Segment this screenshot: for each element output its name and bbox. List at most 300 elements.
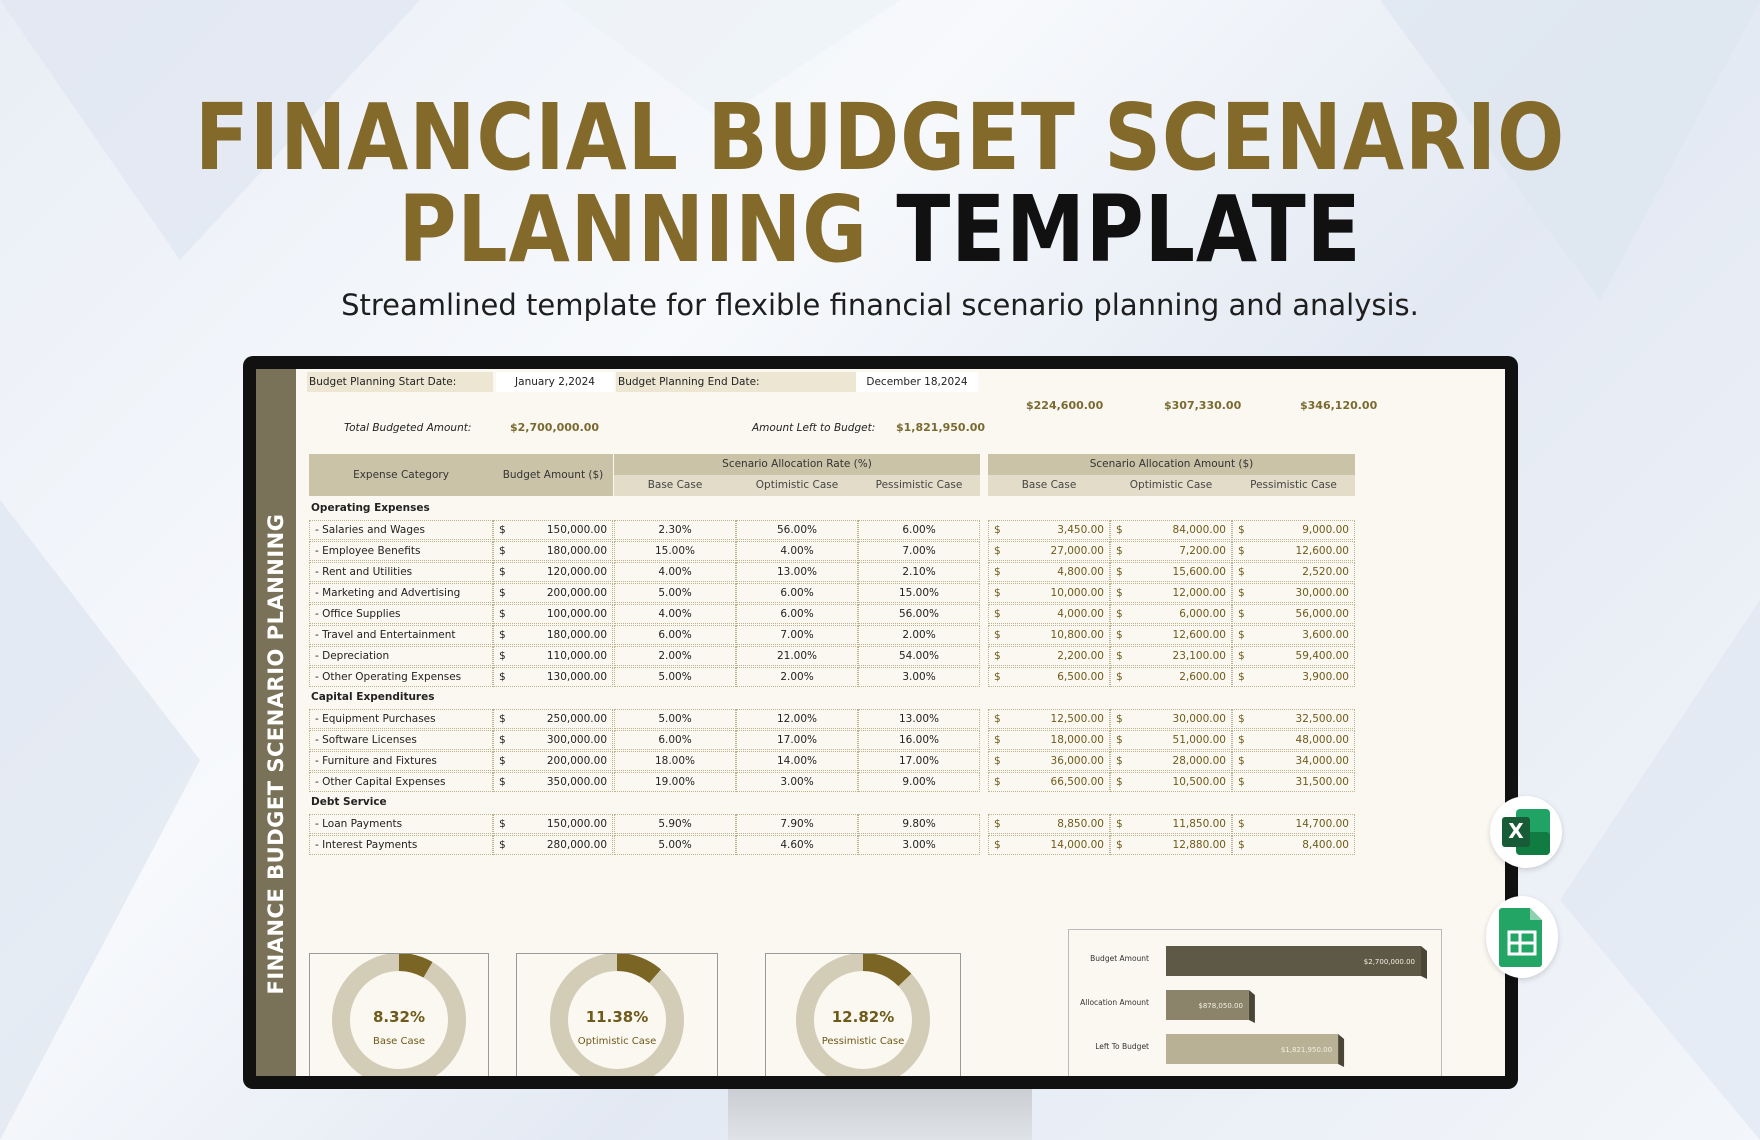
bar-category-label: Allocation Amount xyxy=(1080,998,1149,1007)
amount-cell[interactable] xyxy=(988,667,1110,687)
currency-symbol: $ xyxy=(1116,650,1123,662)
rate-cell[interactable]: 15.00% xyxy=(614,541,736,561)
amount-cell[interactable] xyxy=(1110,562,1232,582)
bar-depth xyxy=(1421,946,1427,979)
bar-depth xyxy=(1249,990,1255,1023)
rate-cell[interactable]: 4.00% xyxy=(736,541,858,561)
amount-cell[interactable] xyxy=(988,709,1110,729)
rate-cell[interactable]: 5.90% xyxy=(614,814,736,834)
amount-value: 2,600.00 xyxy=(1179,671,1226,683)
currency-symbol: $ xyxy=(1238,671,1245,683)
currency-symbol: $ xyxy=(1116,776,1123,788)
rate-cell[interactable]: 5.00% xyxy=(614,583,736,603)
amount-value: 11,850.00 xyxy=(1172,818,1226,830)
rate-cell[interactable]: 5.00% xyxy=(614,709,736,729)
side-title: FINANCE BUDGET SCENARIO PLANNING xyxy=(264,513,288,995)
currency-symbol: $ xyxy=(499,755,506,767)
amount-cell[interactable] xyxy=(1110,667,1232,687)
currency-symbol: $ xyxy=(994,629,1001,641)
header-expense-category: Expense Category xyxy=(309,454,493,496)
currency-symbol: $ xyxy=(1238,629,1245,641)
amount-cell[interactable] xyxy=(1110,583,1232,603)
expense-name-cell[interactable]: - Equipment Purchases xyxy=(309,709,493,729)
table-row[interactable] xyxy=(256,814,1356,835)
amount-value: 31,500.00 xyxy=(1295,776,1349,788)
amount-cell[interactable] xyxy=(1232,814,1355,834)
title-black: TEMPLATE xyxy=(896,176,1362,283)
expense-name-cell[interactable]: - Office Supplies xyxy=(309,604,493,624)
currency-symbol: $ xyxy=(1116,818,1123,830)
expense-name-cell[interactable]: - Interest Payments xyxy=(309,835,493,855)
currency-symbol: $ xyxy=(1116,734,1123,746)
rate-cell[interactable]: 9.00% xyxy=(858,772,980,792)
monitor xyxy=(243,356,1518,1089)
amount-value: 51,000.00 xyxy=(1172,734,1226,746)
amount-cell[interactable] xyxy=(493,709,613,729)
rate-cell[interactable]: 4.00% xyxy=(614,604,736,624)
currency-symbol: $ xyxy=(1238,713,1245,725)
amount-value: 3,600.00 xyxy=(1302,629,1349,641)
expense-name-cell[interactable]: - Software Licenses xyxy=(309,730,493,750)
donut-percent: 8.32% xyxy=(372,1008,426,1026)
table-row[interactable] xyxy=(256,583,1356,604)
rate-cell[interactable]: 3.00% xyxy=(858,835,980,855)
header-budget-amount: Budget Amount ($) xyxy=(493,454,613,496)
amount-value: 15,600.00 xyxy=(1172,566,1226,578)
amount-cell[interactable] xyxy=(493,604,613,624)
amount-cell[interactable] xyxy=(1232,835,1355,855)
currency-symbol: $ xyxy=(994,545,1001,557)
rate-cell[interactable]: 5.00% xyxy=(614,667,736,687)
currency-symbol: $ xyxy=(499,566,506,578)
amount-value: 6,000.00 xyxy=(1179,608,1226,620)
start-date-value[interactable]: January 2,2024 xyxy=(496,372,614,392)
table-row[interactable] xyxy=(256,604,1356,625)
section-title: Debt Service xyxy=(311,796,387,808)
amount-cell[interactable] xyxy=(493,730,613,750)
rate-cell[interactable]: 12.00% xyxy=(736,709,858,729)
amount-cell[interactable] xyxy=(493,772,613,792)
rate-cell[interactable]: 6.00% xyxy=(614,625,736,645)
rate-cell[interactable]: 2.00% xyxy=(858,625,980,645)
currency-symbol: $ xyxy=(1238,545,1245,557)
bar-value-label: $1,821,950.00 xyxy=(1280,1046,1333,1054)
amount-cell[interactable] xyxy=(1232,646,1355,666)
table-row[interactable] xyxy=(256,541,1356,562)
amount-value: 59,400.00 xyxy=(1295,650,1349,662)
donut-card xyxy=(309,953,489,1076)
currency-symbol: $ xyxy=(1238,650,1245,662)
amount-cell[interactable] xyxy=(1232,709,1355,729)
amount-value: 180,000.00 xyxy=(546,629,607,641)
rate-cell[interactable]: 14.00% xyxy=(736,751,858,771)
amount-value: 56,000.00 xyxy=(1295,608,1349,620)
amount-cell[interactable] xyxy=(1110,646,1232,666)
currency-symbol: $ xyxy=(499,608,506,620)
donut-label: Pessimistic Case xyxy=(821,1036,905,1047)
amount-cell[interactable] xyxy=(493,751,613,771)
expense-name-cell[interactable]: - Other Operating Expenses xyxy=(309,667,493,687)
bar-chart-svg xyxy=(1069,930,1441,1076)
bar-depth xyxy=(1338,1034,1344,1067)
currency-symbol: $ xyxy=(1116,587,1123,599)
amount-cell[interactable] xyxy=(988,583,1110,603)
currency-symbol: $ xyxy=(1238,818,1245,830)
currency-symbol: $ xyxy=(1116,629,1123,641)
amount-value: 200,000.00 xyxy=(546,587,607,599)
header-rate-base: Base Case xyxy=(614,475,736,496)
rate-cell[interactable]: 54.00% xyxy=(858,646,980,666)
amount-value: 10,000.00 xyxy=(1050,587,1104,599)
amount-cell[interactable] xyxy=(1232,604,1355,624)
currency-symbol: $ xyxy=(1238,566,1245,578)
amount-cell[interactable] xyxy=(988,646,1110,666)
currency-symbol: $ xyxy=(1116,545,1123,557)
amount-value: 8,400.00 xyxy=(1302,839,1349,851)
currency-symbol: $ xyxy=(1116,713,1123,725)
amount-value: 130,000.00 xyxy=(546,671,607,683)
rate-cell[interactable]: 7.00% xyxy=(736,625,858,645)
donut-label: Optimistic Case xyxy=(577,1036,657,1047)
donut-chart xyxy=(766,954,960,1076)
end-date-value[interactable]: December 18,2024 xyxy=(856,372,978,392)
amount-value: 100,000.00 xyxy=(546,608,607,620)
rate-cell[interactable]: 9.80% xyxy=(858,814,980,834)
currency-symbol: $ xyxy=(499,839,506,851)
header-allocation-rate: Scenario Allocation Rate (%) xyxy=(614,454,980,475)
amount-cell[interactable] xyxy=(1110,730,1232,750)
currency-symbol: $ xyxy=(994,818,1001,830)
amount-value: 12,600.00 xyxy=(1295,545,1349,557)
currency-symbol: $ xyxy=(1116,671,1123,683)
table-row[interactable] xyxy=(256,709,1356,730)
header-rate-optimistic: Optimistic Case xyxy=(736,475,858,496)
table-row[interactable] xyxy=(256,751,1356,772)
currency-symbol: $ xyxy=(1238,776,1245,788)
amount-value: 150,000.00 xyxy=(546,524,607,536)
hero-header xyxy=(0,84,1760,322)
amount-value: 3,450.00 xyxy=(1057,524,1104,536)
end-date-label: Budget Planning End Date: xyxy=(616,372,856,392)
expense-name-cell[interactable]: - Salaries and Wages xyxy=(309,520,493,540)
currency-symbol: $ xyxy=(994,587,1001,599)
currency-symbol: $ xyxy=(994,734,1001,746)
amount-value: 300,000.00 xyxy=(546,734,607,746)
rate-cell[interactable]: 15.00% xyxy=(858,583,980,603)
currency-symbol: $ xyxy=(1116,839,1123,851)
amount-cell[interactable] xyxy=(1110,520,1232,540)
amount-cell[interactable] xyxy=(1110,625,1232,645)
amount-value: 280,000.00 xyxy=(546,839,607,851)
amount-cell[interactable] xyxy=(988,625,1110,645)
amount-cell[interactable] xyxy=(493,562,613,582)
amount-value: 84,000.00 xyxy=(1172,524,1226,536)
rate-cell[interactable]: 6.00% xyxy=(736,604,858,624)
currency-symbol: $ xyxy=(499,713,506,725)
amount-value: 12,500.00 xyxy=(1050,713,1104,725)
amount-value: 12,880.00 xyxy=(1172,839,1226,851)
expense-name-cell[interactable]: - Other Capital Expenses xyxy=(309,772,493,792)
amount-cell[interactable] xyxy=(988,604,1110,624)
amount-cell[interactable] xyxy=(1232,772,1355,792)
title-line1: FINANCIAL BUDGET SCENARIO xyxy=(194,84,1566,191)
rate-cell[interactable]: 56.00% xyxy=(858,604,980,624)
amount-cell[interactable] xyxy=(1110,604,1232,624)
amount-cell[interactable] xyxy=(1232,667,1355,687)
spreadsheet-screen xyxy=(256,369,1505,1076)
donut-chart xyxy=(310,954,488,1076)
amount-cell[interactable] xyxy=(493,667,613,687)
amount-cell[interactable] xyxy=(1232,625,1355,645)
monitor-stand xyxy=(728,1085,1032,1140)
rate-cell[interactable]: 2.30% xyxy=(614,520,736,540)
amount-value: 3,900.00 xyxy=(1302,671,1349,683)
donut-card xyxy=(765,953,961,1076)
rate-cell[interactable]: 2.00% xyxy=(614,646,736,666)
currency-symbol: $ xyxy=(994,524,1001,536)
rate-cell[interactable]: 18.00% xyxy=(614,751,736,771)
amount-value: 10,500.00 xyxy=(1172,776,1226,788)
currency-symbol: $ xyxy=(994,671,1001,683)
rate-cell[interactable]: 6.00% xyxy=(614,730,736,750)
rate-cell[interactable]: 5.00% xyxy=(614,835,736,855)
amount-value: 12,000.00 xyxy=(1172,587,1226,599)
currency-symbol: $ xyxy=(994,839,1001,851)
amount-cell[interactable] xyxy=(1110,541,1232,561)
currency-symbol: $ xyxy=(994,566,1001,578)
amount-value: 7,200.00 xyxy=(1179,545,1226,557)
amount-cell[interactable] xyxy=(493,646,613,666)
table-row[interactable] xyxy=(256,646,1356,667)
rate-cell[interactable]: 6.00% xyxy=(858,520,980,540)
amount-value: 32,500.00 xyxy=(1295,713,1349,725)
rate-cell[interactable]: 2.00% xyxy=(736,667,858,687)
currency-symbol: $ xyxy=(994,776,1001,788)
amount-cell[interactable] xyxy=(1232,541,1355,561)
amount-cell[interactable] xyxy=(1232,520,1355,540)
bar-value-label: $878,050.00 xyxy=(1198,1002,1243,1010)
currency-symbol: $ xyxy=(1238,755,1245,767)
svg-text:X: X xyxy=(1508,819,1524,843)
currency-symbol: $ xyxy=(994,650,1001,662)
amount-cell[interactable] xyxy=(493,541,613,561)
currency-symbol: $ xyxy=(1238,524,1245,536)
rate-cell[interactable]: 7.90% xyxy=(736,814,858,834)
amount-value: 36,000.00 xyxy=(1050,755,1104,767)
currency-symbol: $ xyxy=(499,587,506,599)
currency-symbol: $ xyxy=(499,629,506,641)
table-row[interactable] xyxy=(256,625,1356,646)
rate-cell[interactable]: 3.00% xyxy=(736,772,858,792)
amount-value: 14,700.00 xyxy=(1295,818,1349,830)
amount-value: 34,000.00 xyxy=(1295,755,1349,767)
bar-category-label: Budget Amount xyxy=(1090,954,1149,963)
amount-cell[interactable] xyxy=(1110,709,1232,729)
total-budgeted-label: Total Budgeted Amount: xyxy=(344,422,472,434)
rate-cell[interactable]: 4.00% xyxy=(614,562,736,582)
amount-cell[interactable] xyxy=(988,772,1110,792)
section-title: Capital Expenditures xyxy=(311,691,435,703)
currency-symbol: $ xyxy=(499,524,506,536)
bar-value-label: $2,700,000.00 xyxy=(1363,958,1415,966)
header-allocation-amount: Scenario Allocation Amount ($) xyxy=(988,454,1355,475)
amount-value: 48,000.00 xyxy=(1295,734,1349,746)
title-line2 xyxy=(123,176,1637,283)
amount-cell[interactable] xyxy=(493,835,613,855)
expense-name-cell[interactable]: - Furniture and Fixtures xyxy=(309,751,493,771)
amount-cell[interactable] xyxy=(988,520,1110,540)
amount-value: 2,200.00 xyxy=(1057,650,1104,662)
amount-cell[interactable] xyxy=(1232,562,1355,582)
currency-symbol: $ xyxy=(499,650,506,662)
amount-value: 150,000.00 xyxy=(546,818,607,830)
currency-symbol: $ xyxy=(499,671,506,683)
amount-value: 8,850.00 xyxy=(1057,818,1104,830)
rate-cell[interactable]: 3.00% xyxy=(858,667,980,687)
table-row[interactable] xyxy=(256,835,1356,856)
subtitle: Streamlined template for flexible financial scenario planning and analysis. xyxy=(341,288,1419,322)
currency-symbol: $ xyxy=(994,755,1001,767)
rate-cell[interactable]: 13.00% xyxy=(858,709,980,729)
amount-cell[interactable] xyxy=(1110,835,1232,855)
donut-percent: 11.38% xyxy=(585,1008,649,1026)
table-row[interactable] xyxy=(256,730,1356,751)
excel-badge[interactable] xyxy=(1490,796,1562,868)
rate-cell[interactable]: 16.00% xyxy=(858,730,980,750)
title-gold: PLANNING xyxy=(398,176,868,283)
rate-cell[interactable]: 17.00% xyxy=(736,730,858,750)
amount-value: 18,000.00 xyxy=(1050,734,1104,746)
total-base-case: $224,600.00 xyxy=(1026,399,1104,412)
expense-name-cell[interactable]: - Travel and Entertainment xyxy=(309,625,493,645)
amount-value: 110,000.00 xyxy=(546,650,607,662)
amount-value: 28,000.00 xyxy=(1172,755,1226,767)
amount-cell[interactable] xyxy=(988,562,1110,582)
amount-value: 30,000.00 xyxy=(1295,587,1349,599)
currency-symbol: $ xyxy=(1116,524,1123,536)
amount-value: 250,000.00 xyxy=(546,713,607,725)
amount-value: 200,000.00 xyxy=(546,755,607,767)
expense-name-cell[interactable]: - Depreciation xyxy=(309,646,493,666)
table-row[interactable] xyxy=(256,772,1356,793)
total-budgeted-value: $2,700,000.00 xyxy=(510,421,600,434)
currency-symbol: $ xyxy=(1238,587,1245,599)
rate-cell[interactable]: 7.00% xyxy=(858,541,980,561)
rate-cell[interactable]: 4.60% xyxy=(736,835,858,855)
currency-symbol: $ xyxy=(499,776,506,788)
amount-value: 27,000.00 xyxy=(1050,545,1104,557)
google-sheets-badge[interactable] xyxy=(1486,896,1558,978)
amount-value: 6,500.00 xyxy=(1057,671,1104,683)
expense-name-cell[interactable]: - Employee Benefits xyxy=(309,541,493,561)
amount-cell[interactable] xyxy=(988,541,1110,561)
rate-cell[interactable]: 17.00% xyxy=(858,751,980,771)
currency-symbol: $ xyxy=(1238,734,1245,746)
header-amount-pessimistic: Pessimistic Case xyxy=(1232,475,1355,496)
header-rate-pessimistic: Pessimistic Case xyxy=(858,475,980,496)
currency-symbol: $ xyxy=(1116,755,1123,767)
total-pessimistic-case: $346,120.00 xyxy=(1300,399,1378,412)
header-amount-base: Base Case xyxy=(988,475,1110,496)
amount-value: 9,000.00 xyxy=(1302,524,1349,536)
donut-card xyxy=(516,953,718,1076)
rate-cell[interactable]: 13.00% xyxy=(736,562,858,582)
currency-symbol: $ xyxy=(499,545,506,557)
amount-cell[interactable] xyxy=(988,814,1110,834)
currency-symbol: $ xyxy=(1116,566,1123,578)
amount-cell[interactable] xyxy=(493,814,613,834)
currency-symbol: $ xyxy=(1238,608,1245,620)
table-row[interactable] xyxy=(256,562,1356,583)
currency-symbol: $ xyxy=(1116,608,1123,620)
amount-cell[interactable] xyxy=(1232,751,1355,771)
amount-cell[interactable] xyxy=(1232,583,1355,603)
google-sheets-icon xyxy=(1486,896,1558,978)
amount-cell[interactable] xyxy=(493,625,613,645)
amount-left-label: Amount Left to Budget: xyxy=(752,422,876,434)
amount-value: 350,000.00 xyxy=(546,776,607,788)
expense-name-cell[interactable]: - Loan Payments xyxy=(309,814,493,834)
header-amount-optimistic: Optimistic Case xyxy=(1110,475,1232,496)
rate-cell[interactable]: 2.10% xyxy=(858,562,980,582)
bar-category-label: Left To Budget xyxy=(1095,1042,1149,1051)
currency-symbol: $ xyxy=(1238,839,1245,851)
donut-chart xyxy=(517,954,717,1076)
table-row[interactable] xyxy=(256,520,1356,541)
amount-value: 10,800.00 xyxy=(1050,629,1104,641)
summary-bar-chart xyxy=(1068,929,1442,1076)
amount-value: 4,800.00 xyxy=(1057,566,1104,578)
rate-cell[interactable]: 19.00% xyxy=(614,772,736,792)
currency-symbol: $ xyxy=(994,713,1001,725)
amount-left-value: $1,821,950.00 xyxy=(896,421,986,434)
amount-cell[interactable] xyxy=(1110,751,1232,771)
table-row[interactable] xyxy=(256,667,1356,688)
donut-percent: 12.82% xyxy=(831,1008,895,1026)
amount-value: 2,520.00 xyxy=(1302,566,1349,578)
expense-name-cell[interactable]: - Marketing and Advertising xyxy=(309,583,493,603)
rate-cell[interactable]: 6.00% xyxy=(736,583,858,603)
amount-value: 180,000.00 xyxy=(546,545,607,557)
amount-cell[interactable] xyxy=(988,751,1110,771)
rate-cell[interactable]: 56.00% xyxy=(736,520,858,540)
amount-value: 66,500.00 xyxy=(1050,776,1104,788)
section-title: Operating Expenses xyxy=(311,502,430,514)
total-optimistic-case: $307,330.00 xyxy=(1164,399,1242,412)
rate-cell[interactable]: 21.00% xyxy=(736,646,858,666)
amount-value: 120,000.00 xyxy=(546,566,607,578)
amount-cell[interactable] xyxy=(493,520,613,540)
amount-cell[interactable] xyxy=(493,583,613,603)
amount-value: 30,000.00 xyxy=(1172,713,1226,725)
currency-symbol: $ xyxy=(499,734,506,746)
start-date-label: Budget Planning Start Date: xyxy=(307,372,493,392)
amount-cell[interactable] xyxy=(1110,772,1232,792)
amount-value: 23,100.00 xyxy=(1172,650,1226,662)
amount-cell[interactable] xyxy=(988,730,1110,750)
amount-cell[interactable] xyxy=(1232,730,1355,750)
amount-value: 4,000.00 xyxy=(1057,608,1104,620)
expense-name-cell[interactable]: - Rent and Utilities xyxy=(309,562,493,582)
currency-symbol: $ xyxy=(499,818,506,830)
amount-cell[interactable] xyxy=(1110,814,1232,834)
amount-cell[interactable] xyxy=(988,835,1110,855)
currency-symbol: $ xyxy=(994,608,1001,620)
amount-value: 14,000.00 xyxy=(1050,839,1104,851)
donut-label: Base Case xyxy=(372,1036,426,1047)
excel-icon xyxy=(1490,796,1562,868)
amount-value: 12,600.00 xyxy=(1172,629,1226,641)
